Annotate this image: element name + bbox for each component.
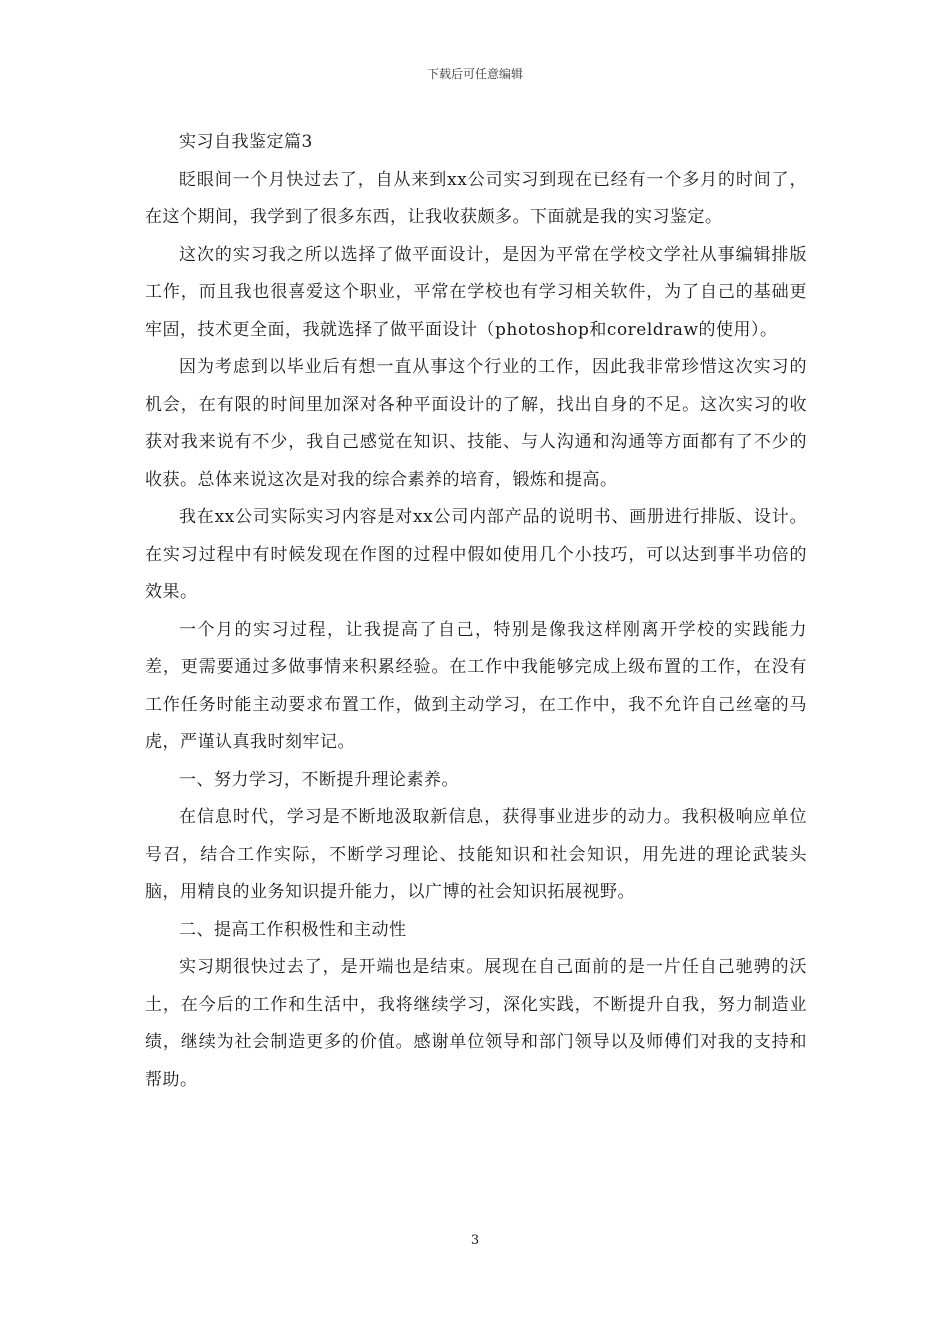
paragraph: 在信息时代，学习是不断地汲取新信息，获得事业进步的动力。我积极响应单位号召，结合工作实际，不断学习理论、技能知识和社会知识，用先进的理论武装头脑，用精良的业务知识提升能力，以广博的社会知识拓展视野。 xyxy=(145,807,807,902)
paragraph: 眨眼间一个月快过去了，自从来到xx公司实习到现在已经有一个多月的时间了，在这个期间，我学到了很多东西，让我收获颇多。下面就是我的实习鉴定。 xyxy=(145,169,807,227)
subheading: 一、努力学习，不断提升理论素养。 xyxy=(179,769,459,790)
section-title: 实习自我鉴定篇3 xyxy=(179,132,313,152)
paragraph: 实习期很快过去了，是开端也是结束。展现在自己面前的是一片任自己驰骋的沃土，在今后的工作和生活中，我将继续学习，深化实践，不断提升自我，努力制造业绩，继续为社会制造更多的价值。感谢单位领导和部门领导以及师傅们对我的支持和帮助。 xyxy=(145,957,807,1090)
page-header: 下载后可任意编辑 xyxy=(426,67,523,81)
paragraph: 因为考虑到以毕业后有想一直从事这个行业的工作，因此我非常珍惜这次实习的机会，在有限的时间里加深对各种平面设计的了解，找出自身的不足。这次实习的收获对我来说有不少，我自己感觉在知识、技能、与人沟通和沟通等方面都有了不少的收获。总体来说这次是对我的综合素养的培育，锻炼和提高。 xyxy=(145,357,807,490)
paragraph: 一个月的实习过程，让我提高了自己，特别是像我这样刚离开学校的实践能力差，更需要通过多做事情来积累经验。在工作中我能够完成上级布置的工作，在没有工作任务时能主动要求布置工作，做到主动学习，在工作中，我不允许自己丝毫的马虎，严谨认真我时刻牢记。 xyxy=(145,619,807,752)
paragraph: 我在xx公司实际实习内容是对xx公司内部产品的说明书、画册进行排版、设计。在实习过程中有时候发现在作图的过程中假如使用几个小技巧，可以达到事半功倍的效果。 xyxy=(145,507,807,602)
document-body xyxy=(145,124,807,1099)
paragraph: 这次的实习我之所以选择了做平面设计，是因为平常在学校文学社从事编辑排版工作，而且我也很喜爱这个职业，平常在学校也有学习相关软件，为了自己的基础更牢固，技术更全面，我就选择了做平面设计（photoshop和coreldraw的使用）。 xyxy=(145,244,807,340)
page-number: 3 xyxy=(470,1233,480,1248)
subheading: 二、提高工作积极性和主动性 xyxy=(179,919,407,940)
